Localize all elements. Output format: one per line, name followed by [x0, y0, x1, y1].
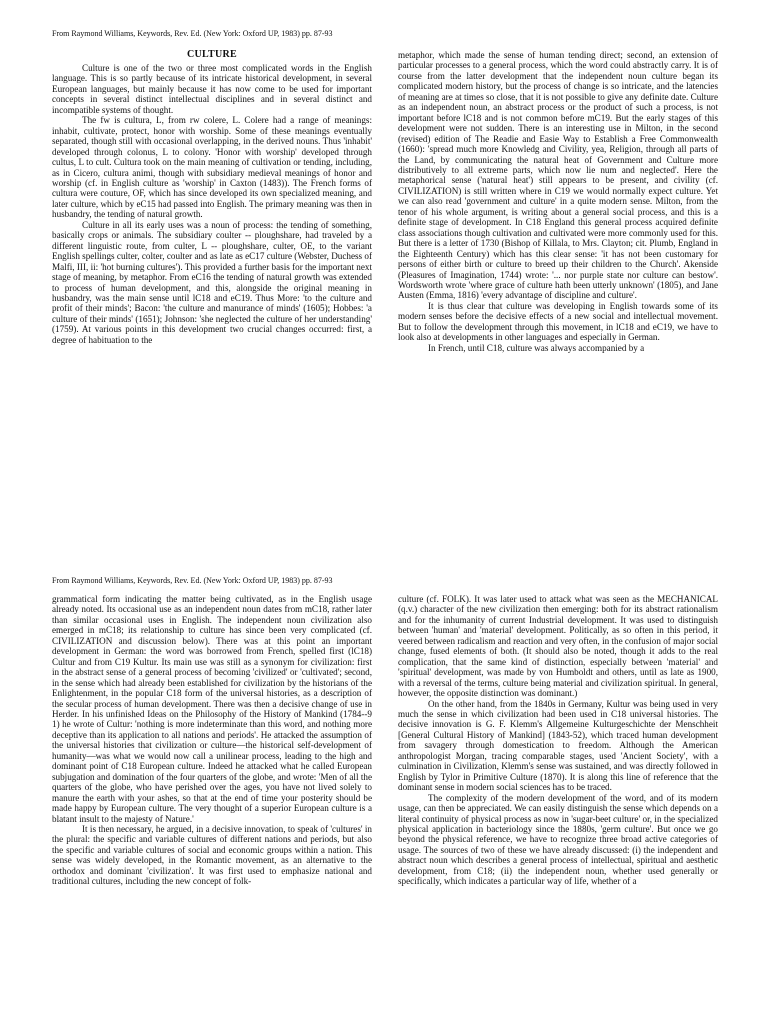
page-title: CULTURE — [186, 49, 238, 60]
text-column-left — [52, 594, 372, 887]
source-citation: From Raymond Williams, Keywords, Rev. Ed. (New York: Oxford UP, 1983) pp. 87-93 — [52, 29, 333, 38]
paragraph: On the other hand, from the 1840s in Germany, Kultur was being used in very much the sense in which civilization had been used in C18 universal histories. The decisive innovation is G. F. Klemm's Allgemeine Kulturgeschichte der Menschheit [General Cultural History of Mankind] (1843-52), which traced human development from savagery through domestication to freedom. Although the American anthropologist Morgan, tracing comparable stages, used 'Ancient Society', with a culmination in Civilization, Klemm's sense was sustained, and was directly followed in English by Tylor in Primitive Culture (1870). It is along this line of reference that the dominant sense in modern social sciences has to be traced. — [398, 698, 718, 793]
paragraph: Culture in all its early uses was a noun of process: the tending of something, basically crops or animals. The subsidiary coulter -- ploughshare, had traveled by a different linguistic route, from culter, L -- ploughshare, culter, OE, to the variant English spellings culter, colter, coulter and as late as eC17 culture (Webster, Duchess of Malfi, III, ii: 'hot burning cultures'). This provided a further basis for the important next stage of meaning, by metaphor. From eC16 the tending of natural growth was extended to process of human development, and this, alongside the original meaning in husbandry, was the main sense until lC18 and eC19. Thus More: 'to the culture and profit of their minds'; Bacon: 'the culture and manurance of minds' (1605); Hobbes: 'a culture of their minds' (1651); Johnson: 'she neglected the culture of her understanding' (1759). At various points in this development two crucial changes occurred: first, a degree of habituation to the — [52, 219, 372, 345]
paragraph: It is then necessary, he argued, in a decisive innovation, to speak of 'cultures' in the plural: the specific and variable cultures of different nations and periods, but also the specific and variable cultures of social and economic groups within a nation. This sense was widely developed, in the Romantic movement, as an alternative to the orthodox and dominant 'civilization'. It was first used to emphasize national and traditional cultures, including the new concept of folk- — [52, 823, 372, 887]
paragraph: culture (cf. FOLK). It was later used to attack what was seen as the MECHANICAL (q.v.) character of the new civilization then emerging: both for its abstract rationalism and for the inhumanity of current Industrial development. It was used to distinguish between 'human' and 'material' development. Politically, as so often in this period, it veered between radicalism and reaction and very often, in the confusion of major social change, fused elements of both. (It should also be noted, though it adds to the real complication, that the same kind of distinction, especially between 'material' and 'spiritual' development, was made by von Humboldt and others, until as late as 1900, with a reversal of the terms, culture being material and civilization spiritual. In general, however, the opposite distinction was dominant.) — [398, 594, 718, 699]
text-column-right — [398, 594, 718, 887]
source-citation: From Raymond Williams, Keywords, Rev. Ed. (New York: Oxford UP, 1983) pp. 87-93 — [52, 576, 333, 585]
paragraph: grammatical form indicating the matter being cultivated, as in the English usage already noted. Its occasional use as an independent noun dates from mC18, rather later than similar occasional uses in English. The independent noun civilization also emerged in mC18; its relationship to culture has since been very complicated (cf. CIVILIZATION and discussion below). There was at this point an important development in German: the word was borrowed from French, spelled first (lC18) Cultur and from C19 Kultur. Its main use was still as a synonym for civilization: first in the abstract sense of a general process of becoming 'civilized' or 'cultivated'; second, in the sense which had already been established for civilization by the historians of the Enlightenment, in the popular C18 form of the universal histories, as a description of the secular process of human development. There was then a decisive change of use in Herder. In his unfinished Ideas on the Philosophy of the History of Mankind (1784--9 1) he wrote of Cultur: 'nothing is more indeterminate than this word, and nothing more deceptive than its application to all nations and periods'. He attacked the assumption of the universal histories that civilization or culture—the historical self-development of humanity—was what we would now call a unilinear process, leading to the high and dominant point of C18 European culture. Indeed he attacked what he called European subjugation and domination of the four quarters of the globe, and wrote: 'Men of all the quarters of the globe, who have perished over the ages, you have not lived solely to manure the earth with your ashes, so that at the end of time your posterity should be made happy by European culture. The very thought of a superior European culture is a blatant insult to the majesty of Nature.' — [52, 594, 372, 824]
paragraph: Culture is one of the two or three most complicated words in the English language. This is so partly because of its intricate historical development, in several European languages, but mainly because it has now come to be used for important concepts in several distinct intellectual disciplines and in several distinct and incompatible systems of thought. — [52, 63, 372, 115]
paragraph: In French, until C18, culture was always accompanied by a — [428, 342, 645, 353]
paragraph: It is thus clear that culture was developing in English towards some of its modern senses before the decisive effects of a new social and intellectual movement. But to follow the development through this movement, in lC18 and eC19, we have to look also at developments in other languages and especially in German. — [398, 300, 718, 343]
document-page-2 — [0, 512, 768, 1024]
text-column-left — [52, 63, 372, 345]
paragraph: The fw is cultura, L, from rw colere, L. Colere had a range of meanings: inhabit, cultivate, protect, honor with worship. Some of these meanings eventually separated, though still with occasional overlapping, in the derived nouns. Thus 'inhabit' developed through colonus, L to colony. 'Honor with worship' developed through cultus, L to cult. Cultura took on the main meaning of cultivation or tending, including, as in Cicero, cultura animi, though with subsidiary medieval meanings of honor and worship (cf. in English culture as 'worship' in Caxton (1483)). The French forms of cultura were couture, OF, which has since developed its own specialized meaning, and later culture, which by eC15 had passed into English. The primary meaning was then in husbandry, the tending of natural growth. — [52, 115, 372, 220]
paragraph: The complexity of the modern development of the word, and of its modern usage, can then be appreciated. We can easily distinguish the sense which depends on a literal continuity of physical process as now in 'sugar-beet culture' or, in the specialized physical application in bacteriology since the 1880s, 'germ culture'. But once we go beyond the physical reference, we have to recognize three broad active categories of usage. The sources of two of these we have already discussed: (i) the independent and abstract noun which describes a general process of intellectual, spiritual and aesthetic development, from C18; (ii) the independent noun, whether used generally or specifically, which indicates a particular way of life, whether of a — [398, 792, 718, 887]
paragraph: metaphor, which made the sense of human tending direct; second, an extension of particular processes to a general process, which the word could abstractly carry. It is of course from the latter development that the independent noun culture began its complicated modern history, but the process of change is so intricate, and the latencies of meaning are at times so close, that it is not possible to give any definite date. Culture as an independent noun, an abstract process or the product of such a process, is not important before lC18 and is not common before mC19. But the early stages of this development were not sudden. There is an interesting use in Milton, in the second (revised) edition of The Readie and Easie Way to Establish a Free Commonwealth (1660): 'spread much more Knowledg and Civility, yea, Religion, through all parts of the Land, by communicating the natural heat of Government and Culture more distributively to all extreme parts, which now lie num and neglected'. Here the metaphorical sense ('natural heat') still appears to be present, and civility (cf. CIVILIZATION) is still written where in C19 we would normally expect culture. Yet we can also read 'government and culture' in a quite modern sense. Milton, from the tenor of his whole argument, is writing about a general social process, and this is a definite stage of development. In C18 England this general process acquired definite class associations though cultivation and cultivated were more commonly used for this. But there is a letter of 1730 (Bishop of Killala, to Mrs. Clayton; cit. Plumb, England in the Eighteenth Century) which has this clear sense: 'it has not been customary for persons of either birth or culture to breed up their children to the Church'. Akenside (Pleasures of Imagination, 1744) wrote: '... nor purple state nor culture can bestow'. Wordsworth wrote 'where grace of culture hath been utterly unknown' (1805), and Jane Austen (Emma, 1816) 'every advantage of discipline and culture'. — [398, 50, 718, 301]
text-column-right — [398, 50, 718, 353]
